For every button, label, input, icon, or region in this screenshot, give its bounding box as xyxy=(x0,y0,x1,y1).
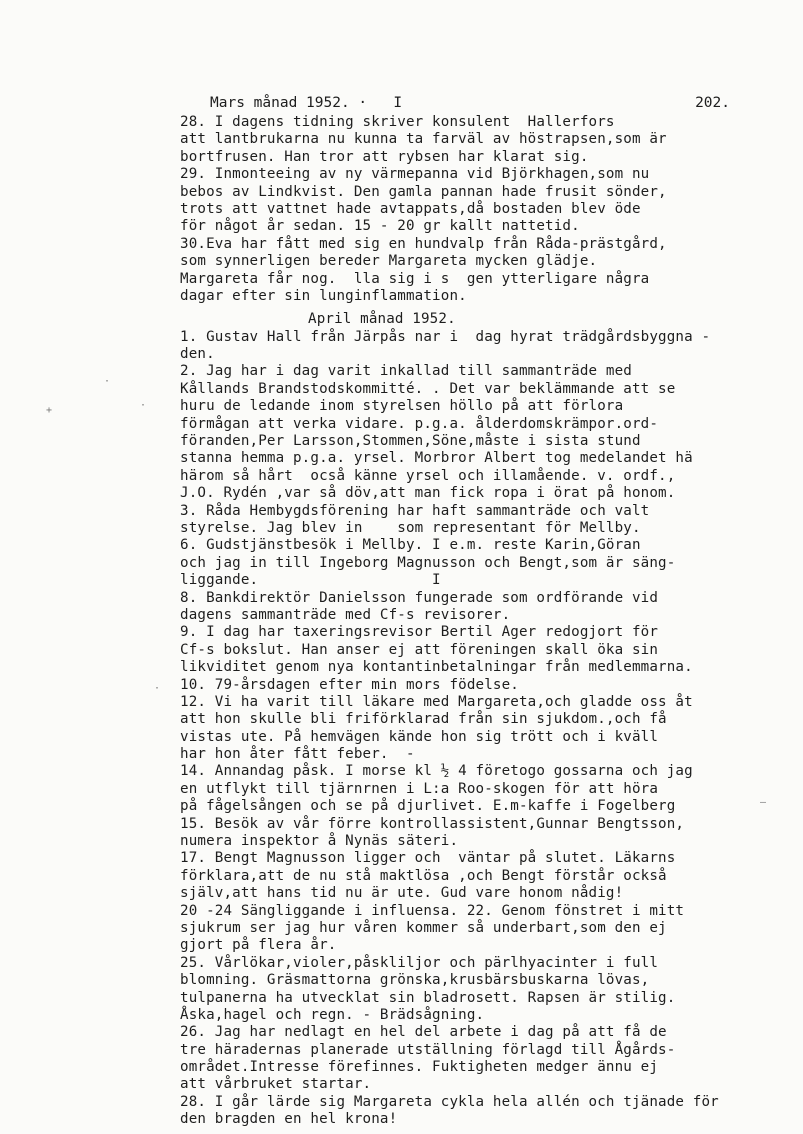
text-line: 10. 79-årsdagen efter min mors födelse. xyxy=(180,676,519,693)
text-line: har hon åter fått feber. - xyxy=(180,746,415,763)
text-line: likviditet genom nya kontantinbetalningar från medlemmarna. xyxy=(180,659,693,676)
margin-speck: + xyxy=(46,405,53,416)
text-line: 3. Råda Hembygdsförening har haft sammanträde och valt xyxy=(180,502,650,519)
text-line: trots att vattnet hade avtappats,då bostaden blev öde xyxy=(180,200,641,217)
month-header: Mars månad 1952. · I xyxy=(210,95,403,111)
april-heading: April månad 1952. xyxy=(308,311,456,328)
text-line: gjort på flera år. xyxy=(180,937,337,954)
text-line: bortfrusen. Han tror att rybsen har klarat sig. xyxy=(180,148,589,165)
margin-speck: · xyxy=(154,683,161,694)
text-line: 15. Besök av vår förre kontrollassistent,Gunnar Bengtsson, xyxy=(180,815,685,832)
text-line: härom så hårt ocså känne yrsel och illamående. v. ordf., xyxy=(180,467,676,484)
text-line: Kållands Brandstodskommitté. . Det var beklämmande att se xyxy=(180,380,676,397)
text-line: Margareta får nog. lla sig i s gen ytterligare några xyxy=(180,270,650,287)
text-line: stanna hemma p.g.a. yrsel. Morbror Albert tog medelandet hä xyxy=(180,450,693,467)
text-line: den. xyxy=(180,346,215,363)
text-line: 2. Jag har i dag varit inkallad till sammanträde med xyxy=(180,363,632,380)
text-line: styrelse. Jag blev in som representant för Mellby. xyxy=(180,519,641,536)
text-line: liggande. I xyxy=(180,572,441,589)
text-line: 6. Gudstjänstbesök i Mellby. I e.m. reste Karin,Göran xyxy=(180,537,641,554)
text-line: 14. Annandag påsk. I morse kl ½ 4 företogo gossarna och jag xyxy=(180,763,693,780)
text-line: dagar efter sin lunginflammation. xyxy=(180,287,467,304)
text-line: området.Intresse förefinnes. Fuktigheten medger ännu ej xyxy=(180,1059,659,1076)
text-line: numera inspektor å Nynäs säteri. xyxy=(180,833,459,850)
text-line: blomning. Gräsmattorna grönska,krusbärsbuskarna lövas, xyxy=(180,972,650,989)
text-line: 8. Bankdirektör Danielsson fungerade som ordförande vid xyxy=(180,589,659,606)
margin-speck: – xyxy=(760,797,767,808)
text-line: för något år sedan. 15 - 20 gr kallt nattetid. xyxy=(180,218,580,235)
text-line: förmågan att verka vidare. p.g.a. ålderdomskrämpor.ord- xyxy=(180,415,659,432)
text-line: 9. I dag har taxeringsrevisor Bertil Ager redogjort för xyxy=(180,624,659,641)
page-header xyxy=(210,95,730,115)
text-line: sjukrum ser jag hur våren kommer så underbart,som den ej xyxy=(180,919,667,936)
text-line: 30.Eva har fått med sig en hundvalp från Råda-prästgård, xyxy=(180,235,667,252)
text-line: dagens sammanträde med Cf-s revisorer. xyxy=(180,606,511,623)
text-line: 26. Jag har nedlagt en hel del arbete i dag på att få de xyxy=(180,1024,667,1041)
text-line: 25. Vårlökar,violer,påskliljor och pärlhyacinter i full xyxy=(180,954,659,971)
text-line: 12. Vi ha varit till läkare med Margareta,och gladde oss åt xyxy=(180,693,693,710)
text-line: 28. I går lärde sig Margareta cykla hela allén och tjänade för xyxy=(180,1093,719,1110)
text-line: J.O. Rydén ,var så döv,att man fick ropa i örat på honom. xyxy=(180,485,676,502)
diary-text xyxy=(180,114,790,1129)
text-line: Åska,hagel och regn. - Brädsågning. xyxy=(180,1006,485,1023)
text-line: den bragden en hel krona! xyxy=(180,1111,398,1128)
text-line: förklara,att de nu stå maktlösa ,och Bengt förstår också xyxy=(180,867,667,884)
text-line: själv,att hans tid nu är ute. Gud vare honom nådig! xyxy=(180,885,624,902)
text-line: föranden,Per Larsson,Stommen,Söne,måste i sista stund xyxy=(180,433,641,450)
text-line: tulpanerna ha utvecklat sin bladrosett. Rapsen är stilig. xyxy=(180,989,676,1006)
text-line: bebos av Lindkvist. Den gamla pannan hade frusit sönder, xyxy=(180,183,667,200)
text-line: en utflykt till tjärnrnen i L:a Roo-skogen för att höra xyxy=(180,780,659,797)
text-line: 28. I dagens tidning skriver konsulent Hallerfors xyxy=(180,114,615,130)
margin-speck: · xyxy=(140,400,147,411)
text-line: 1. Gustav Hall från Järpås nar i dag hyrat trädgårdsbyggna - xyxy=(180,328,711,345)
text-line: vistas ute. På hemvägen kände hon sig trött och i kväll xyxy=(180,728,659,745)
text-line: 29. Inmonteeing av ny värmepanna vid Björkhagen,som nu xyxy=(180,166,650,183)
text-line: Cf-s bokslut. Han anser ej att föreningen skall öka sin xyxy=(180,641,659,658)
text-line: 17. Bengt Magnusson ligger och väntar på slutet. Läkarns xyxy=(180,850,676,867)
text-line: på fågelsången och se på djurlivet. E.m-kaffe i Fogelberg xyxy=(180,798,676,815)
text-line: 20 -24 Sängliggande i influensa. 22. Genom fönstret i mitt xyxy=(180,902,685,919)
margin-speck: · xyxy=(104,376,111,387)
page-number: 202. xyxy=(695,95,730,111)
text-line: och jag in till Ingeborg Magnusson och Bengt,som är säng- xyxy=(180,554,676,571)
text-line: som synnerligen bereder Margareta mycken glädje. xyxy=(180,253,598,270)
text-line: tre häradernas planerade utställning förlagd till Ågårds- xyxy=(180,1041,676,1058)
text-line: huru de ledande inom styrelsen höllo på att förlora xyxy=(180,398,624,415)
text-line: att lantbrukarna nu kunna ta farväl av höstrapsen,som är xyxy=(180,131,667,148)
text-line: att hon skulle bli friförklarad från sin sjukdom.,och få xyxy=(180,711,667,728)
text-line: att vårbruket startar. xyxy=(180,1076,372,1093)
